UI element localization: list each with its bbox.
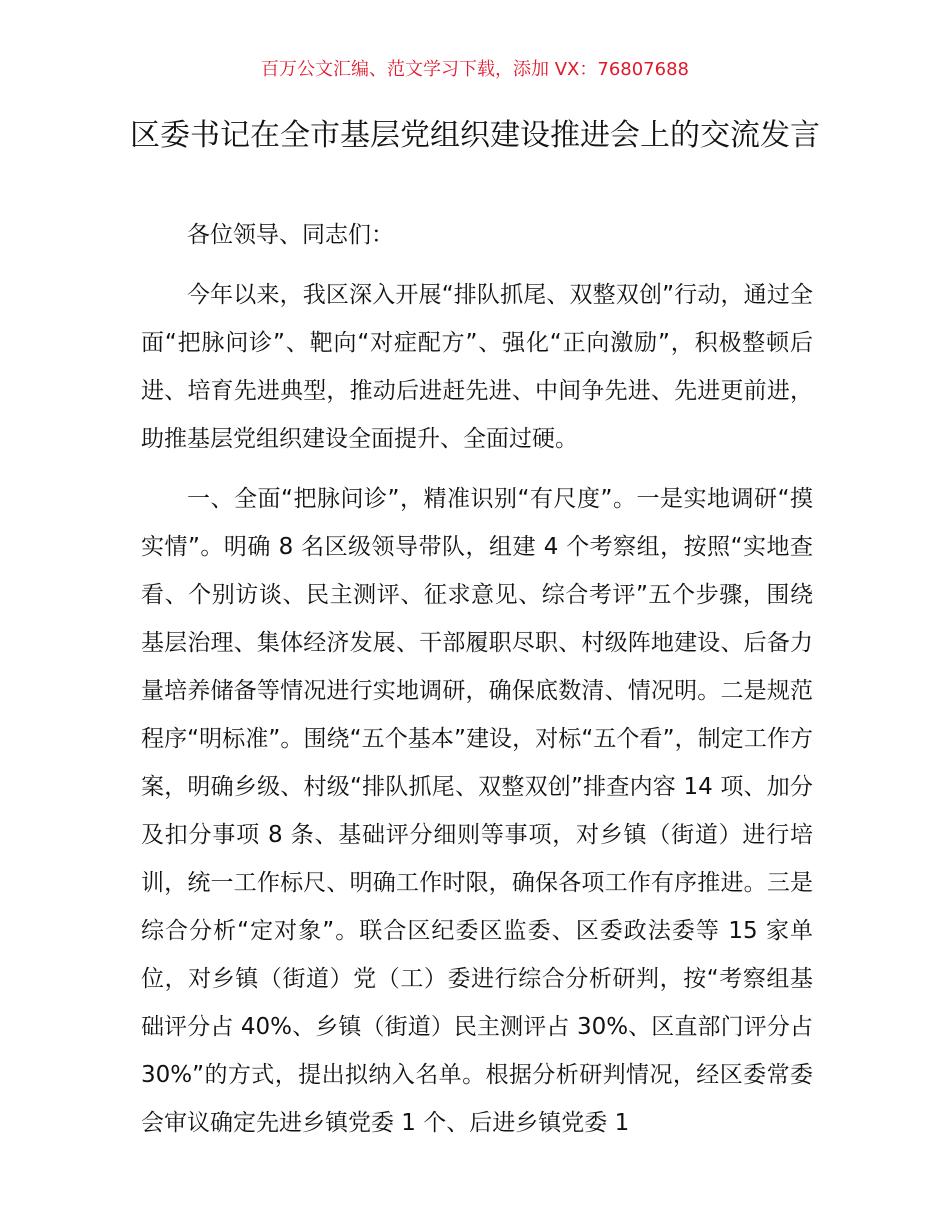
document-body xyxy=(141,211,813,1147)
paragraph-intro: 今年以来，我区深入开展“排队抓尾、双整双创”行动，通过全面“把脉问诊”、靶向“对症配方”、强化“正向激励”，积极整顿后进、培育先进典型，推动后进赶先进、中间争先进、先进更前进，助推基层党组织建设全面提升、全面过硬。 xyxy=(141,282,813,452)
paragraph-section-one: 一、全面“把脉问诊”，精准识别“有尺度”。一是实地调研“摸实情”。明确 8 名区级领导带队，组建 4 个考察组，按照“实地查看、个别访谈、民主测评、征求意见、综合考评”五个步骤，围绕基层治理、集体经济发展、干部履职尽职、村级阵地建设、后备力量培养储备等情况进行实地调研，确保底数清、情况明。二是规范程序“明标准”。围绕“五个基本”建设，对标“五个看”，制定工作方案，明确乡级、村级“排队抓尾、双整双创”排查内容 14 项、加分及扣分事项 8 条、基础评分细则等事项，对乡镇（街道）进行培训，统一工作标尺、明确工作时限，确保各项工作有序推进。三是综合分析“定对象”。联合区纪委区监委、区委政法委等 15 家单位，对乡镇（街道）党（工）委进行综合分析研判，按“考察组基础评分占 40%、乡镇（街道）民主测评占 30%、区直部门评分占 30%”的方式，提出拟纳入名单。根据分析研判情况，经区委常委会审议确定先进乡镇党委 1 个、后进乡镇党委 1 xyxy=(141,486,813,1136)
document-title: 区委书记在全市基层党组织建设推进会上的交流发言 xyxy=(130,118,820,153)
salutation: 各位领导、同志们： xyxy=(187,222,394,248)
watermark-header: 百万公文汇编、范文学习下载，添加 VX：76807688 xyxy=(261,59,689,80)
